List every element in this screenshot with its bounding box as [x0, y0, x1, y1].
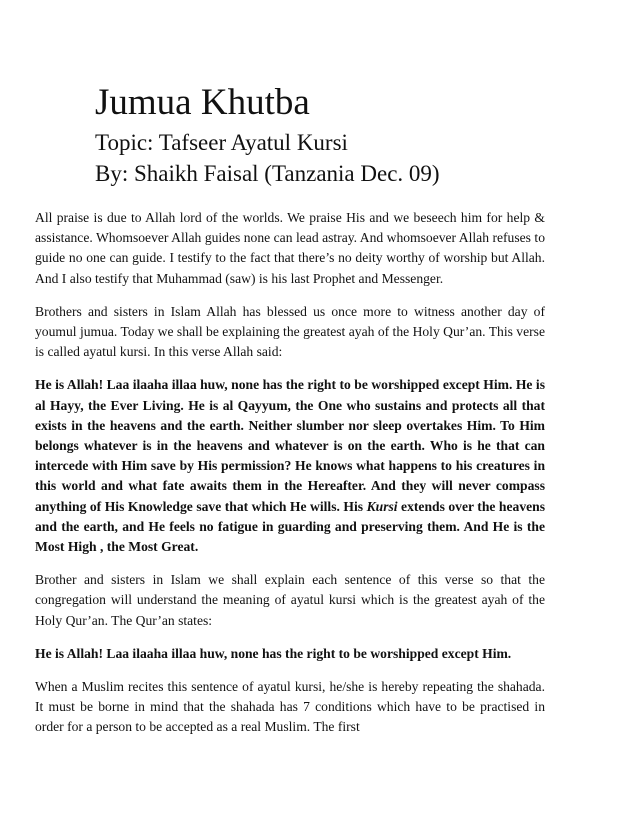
document-header — [95, 80, 615, 190]
paragraph-first-sentence: He is Allah! Laa ilaaha illaa huw, none has the right to be worshipped except Him. — [35, 645, 512, 661]
paragraph-opening-praise: All praise is due to Allah lord of the worlds. We praise His and we beseech him for help & assistance. Whomsoever Allah guides none can lead astray. And whomsoever Allah refuses to guide no one can guide. I testify to the fact that there’s no deity worthy of worship but Allah. And I also testify that Muhammad (saw) is his last Prophet and Messenger. — [35, 210, 545, 286]
paragraph-ayatul-kursi-verse — [35, 375, 545, 557]
verse-text-part-2: extends over the heavens and the earth, and He feels no fatigue in guarding and preserving them. And He is the Most High , the Most Great. — [35, 498, 545, 555]
document-author: By: Shaikh Faisal (Tanzania Dec. 09) — [95, 161, 440, 186]
verse-kursi-word: Kursi — [366, 498, 398, 514]
document-body — [35, 208, 545, 751]
paragraph-introduction: Brothers and sisters in Islam Allah has blessed us once more to witness another day of youmul jumua. Today we shall be explaining the greatest ayah of the Holy Qur’an. This verse is called ayatul kursi. In this verse Allah said: — [35, 303, 545, 360]
document-title: Jumua Khutba — [95, 82, 310, 123]
verse-text-part-1: He is Allah! Laa ilaaha illaa huw, none has the right to be worshipped except Him. He is al Hayy, the Ever Living. He is al Qayyum, the One who sustains and protects all that exists in the heavens and the earth. Neither slumber nor sleep overtakes Him. To Him belongs whatever is in the heavens and whatever is on the earth. Who is he that can intercede with Him save by His permission? He knows what happens to his creatures in this world and what fate awaits them in the Hereafter. And they will never compass anything of His Knowledge save that which He wills. His — [35, 377, 545, 514]
paragraph-explanation-intro: Brother and sisters in Islam we shall explain each sentence of this verse so that the congregation will understand the meaning of ayatul kursi which is the greatest ayah of the Holy Qur’an. The Qur’an states: — [35, 572, 545, 628]
document-topic: Topic: Tafseer Ayatul Kursi — [95, 130, 348, 155]
paragraph-shahada: When a Muslim recites this sentence of ayatul kursi, he/she is hereby repeating the shahada. It must be borne in mind that the shahada has 7 conditions which have to be practised in order for a person to be accepted as a real Muslim. The first — [35, 679, 545, 735]
